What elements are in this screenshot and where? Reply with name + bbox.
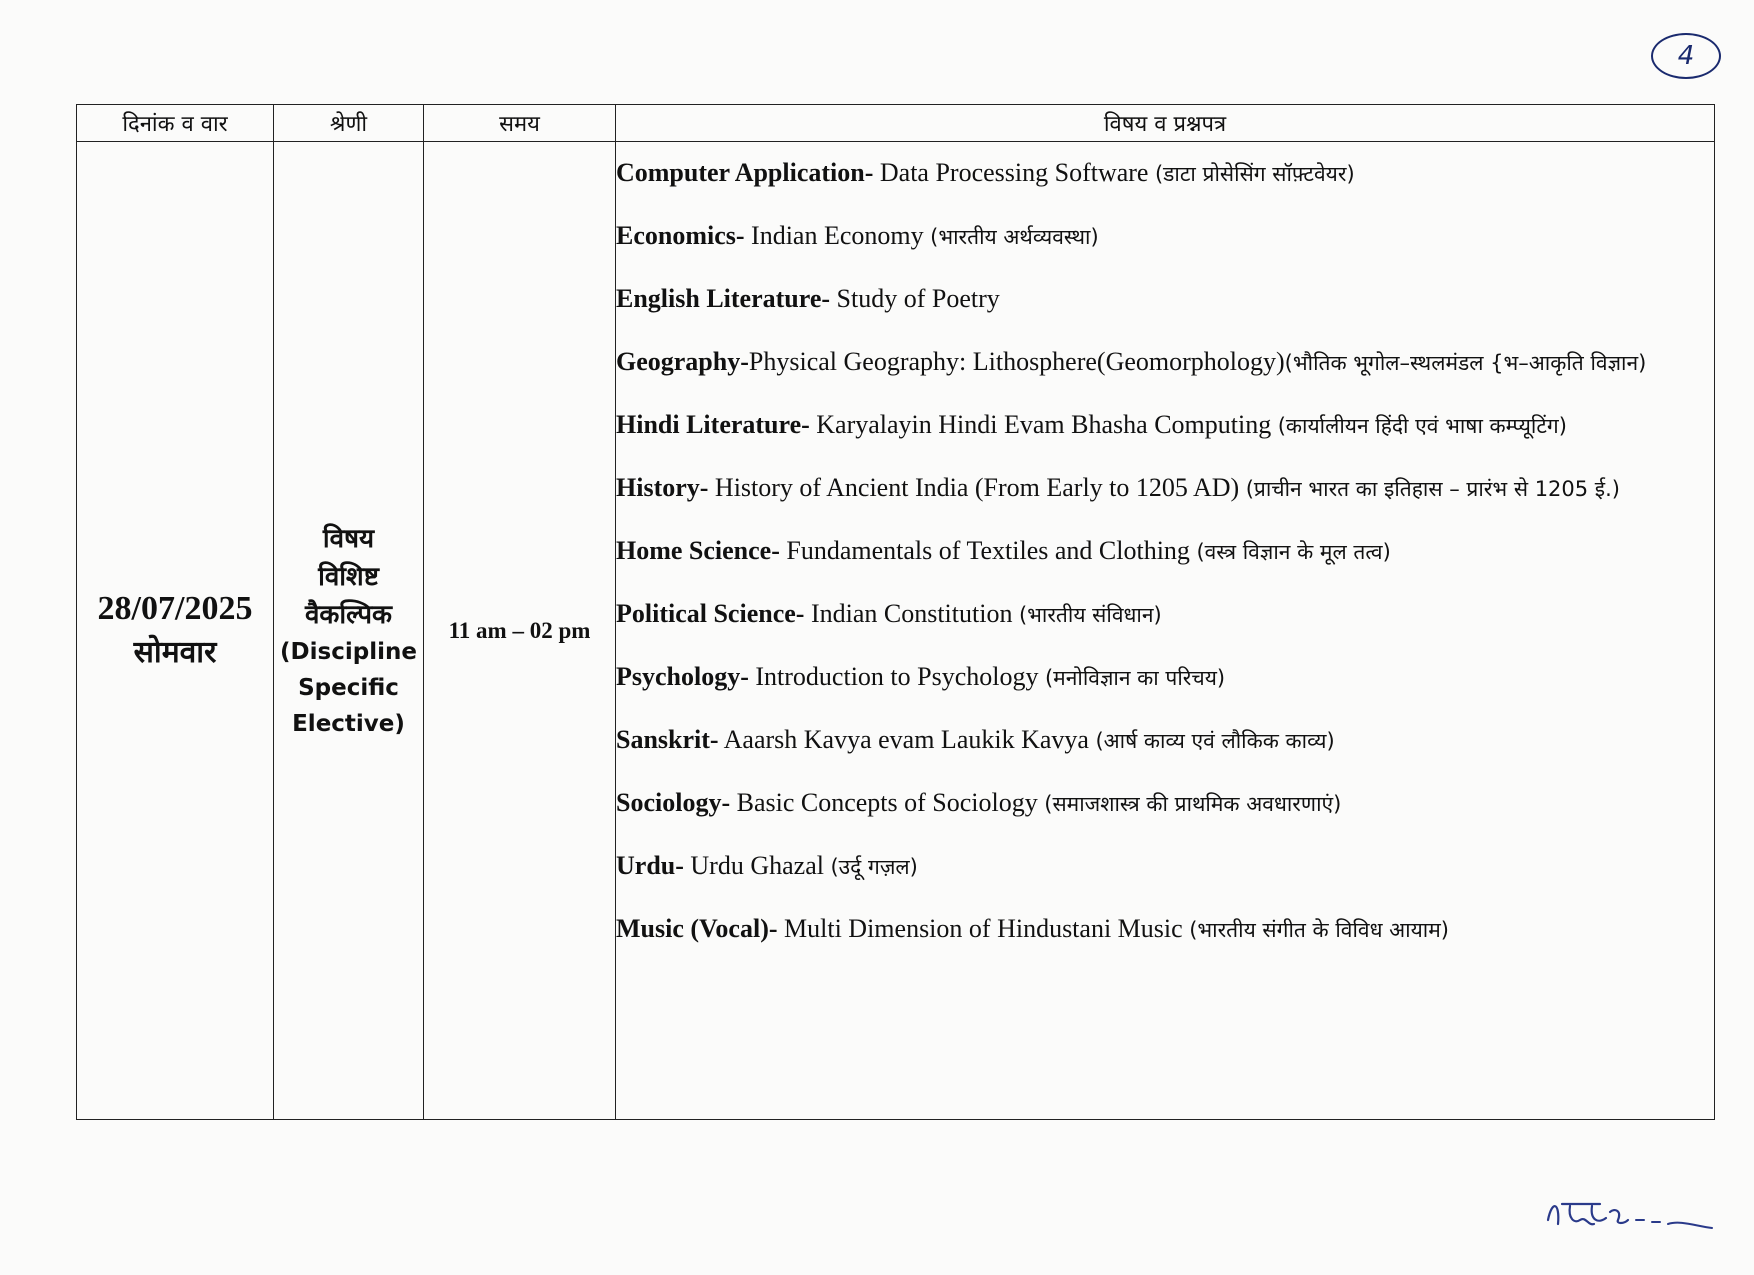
list-item — [616, 331, 1714, 394]
table-row — [77, 142, 1715, 1120]
category-cell — [274, 142, 424, 1120]
list-item — [616, 457, 1714, 520]
category-hi-1: विषय — [322, 523, 375, 554]
list-item — [616, 520, 1714, 583]
header-category: श्रेणी — [274, 105, 424, 142]
subject-paper: Indian Economy — [744, 221, 931, 250]
subject-name: Computer Application- — [616, 158, 874, 187]
list-item — [616, 394, 1714, 457]
subjects-cell — [616, 142, 1715, 1120]
exam-schedule-table — [76, 104, 1715, 1120]
category-en-3: Elective) — [292, 710, 405, 737]
subject-name: Sociology- — [616, 788, 731, 817]
list-item — [616, 709, 1714, 772]
subject-paper: Introduction to Psychology — [748, 662, 1045, 691]
category-hi-2: विशिष्ट — [318, 561, 379, 592]
subject-name: Economics- — [616, 221, 745, 250]
subject-hindi: (डाटा प्रोसेसिंग सॉफ़्टवेयर) — [1154, 162, 1355, 186]
subject-name: History- — [616, 473, 709, 502]
subject-hindi: (प्राचीन भारत का इतिहास – प्रारंभ से 1205 ई.) — [1245, 477, 1620, 501]
subject-list — [616, 142, 1714, 961]
header-subject-paper: विषय व प्रश्नपत्र — [616, 105, 1715, 142]
list-item — [616, 205, 1714, 268]
subject-hindi: (भारतीय संगीत के विविध आयाम) — [1189, 918, 1449, 942]
list-item — [616, 583, 1714, 646]
subject-name: Hindi Literature- — [616, 410, 810, 439]
subject-paper: History of Ancient India (From Early to 1205 AD) — [708, 473, 1246, 502]
list-item — [616, 898, 1714, 961]
list-item — [616, 646, 1714, 709]
subject-paper: Study of Poetry — [830, 284, 1000, 313]
subject-name: Urdu- — [616, 851, 684, 880]
header-time: समय — [424, 105, 616, 142]
subject-paper: Data Processing Software — [873, 158, 1155, 187]
subject-paper: Fundamentals of Textiles and Clothing — [779, 536, 1197, 565]
list-item — [616, 142, 1714, 205]
category-hi-3: वैकल्पिक — [304, 599, 393, 630]
header-date-day: दिनांक व वार — [77, 105, 274, 142]
subject-paper: Urdu Ghazal — [683, 851, 831, 880]
subject-hindi: (भारतीय संविधान) — [1018, 603, 1162, 627]
category-en-1: (Discipline — [280, 638, 417, 665]
time-cell — [424, 142, 616, 1120]
subject-hindi: (मनोविज्ञान का परिचय) — [1044, 666, 1226, 690]
subject-paper: Aaarsh Kavya evam Laukik Kavya — [718, 725, 1096, 754]
subject-paper: Multi Dimension of Hindustani Music — [777, 914, 1190, 943]
list-item — [616, 772, 1714, 835]
subject-hindi: (भारतीय अर्थव्यवस्था) — [930, 225, 1099, 249]
list-item — [616, 268, 1714, 331]
subject-name: Political Science- — [616, 599, 805, 628]
subject-name: Music (Vocal)- — [616, 914, 778, 943]
subject-hindi: (समाजशास्त्र की प्राथमिक अवधारणाएं) — [1044, 792, 1342, 816]
exam-day: सोमवार — [133, 635, 217, 670]
exam-date: 28/07/2025 — [97, 590, 253, 627]
subject-hindi: (आर्ष काव्य एवं लौकिक काव्य) — [1095, 729, 1335, 753]
subject-name: Sanskrit- — [616, 725, 719, 754]
subject-hindi: (वस्त्र विज्ञान के मूल तत्व) — [1196, 540, 1391, 564]
exam-time: 11 am – 02 pm — [448, 617, 591, 643]
subject-name: Psychology- — [616, 662, 749, 691]
subject-name: Geography- — [616, 347, 749, 376]
handwritten-signature — [1540, 1190, 1720, 1240]
list-item — [616, 835, 1714, 898]
subject-hindi: (भौतिक भूगोल–स्थलमंडल {भ–आकृति विज्ञान) — [1284, 351, 1647, 375]
page-number — [1651, 33, 1721, 79]
page-number-text: 4 — [1677, 41, 1695, 71]
subject-paper: Physical Geography: Lithosphere(Geomorphology) — [748, 347, 1285, 376]
subject-hindi: (उर्दू गज़ल) — [830, 855, 918, 879]
header-row — [77, 105, 1715, 142]
subject-name: Home Science- — [616, 536, 780, 565]
subject-paper: Karyalayin Hindi Evam Bhasha Computing — [809, 410, 1278, 439]
subject-paper: Basic Concepts of Sociology — [730, 788, 1045, 817]
date-cell — [77, 142, 274, 1120]
subject-paper: Indian Constitution — [804, 599, 1019, 628]
subject-name: English Literature- — [616, 284, 831, 313]
category-en-2: Specific — [298, 674, 399, 701]
subject-hindi: (कार्यालीयन हिंदी एवं भाषा कम्प्यूटिंग) — [1277, 414, 1567, 438]
